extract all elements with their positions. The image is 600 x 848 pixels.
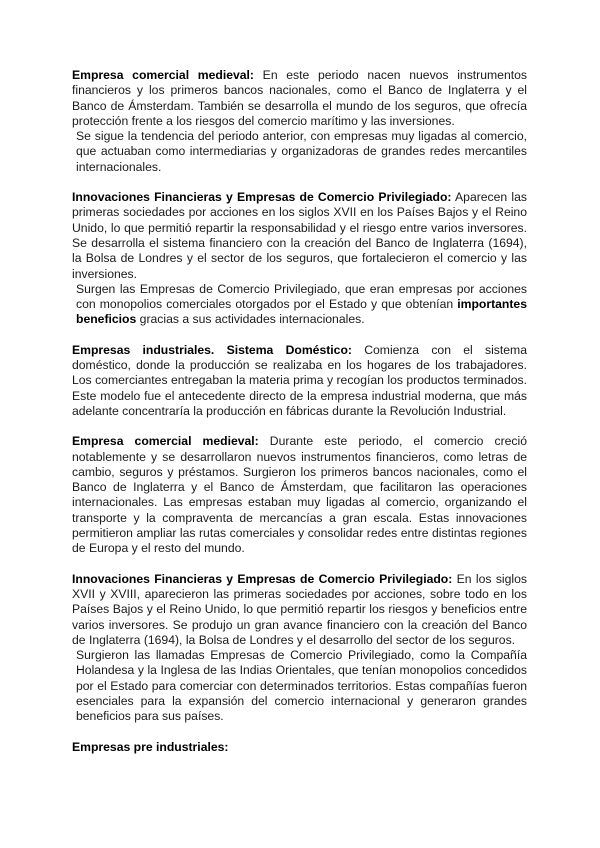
- section-heading: Innovaciones Financieras y Empresas de Comercio Privilegiado:: [72, 571, 453, 586]
- section-text: Surgen las Empresas de Comercio Privilegiado, que eran empresas por acciones con monopolios comerciales otorgados por el Estado y que obtenían: [76, 281, 527, 312]
- section-empresa-comercial-medieval-1: [72, 68, 527, 175]
- section-heading: Empresa comercial medieval:: [72, 434, 259, 449]
- document-body: [72, 68, 527, 755]
- section-paragraph: [72, 572, 527, 648]
- section-text: En este periodo nacen nuevos instrumentos financieros y los primeros bancos nacionales, como el Banco de Inglaterra y el Banco de Ámsterdam. También se desarrolla el mundo de los seguros, que ofrecía protección frente a los riesgos del comercio marítimo y las inversiones.: [72, 68, 527, 128]
- section-text: Durante este periodo, el comercio creció notablemente y se desarrollaron nuevos instrumentos financieros, como letras de cambio, seguros y préstamos. Surgieron los primeros bancos nacionales, como el Banco de Inglaterra y el Banco de Ámsterdam, que facilitaron las operaciones internacionales. Las empresas estaban muy ligadas al comercio, organizando el transporte y la compraventa de mercancías a gran escala. Estas innovaciones permitieron ampliar las rutas comerciales y consolidar redes entre distintas regiones de Europa y el resto del mundo.: [72, 434, 527, 556]
- section-text: gracias a sus actividades internacionales.: [136, 312, 365, 327]
- section-paragraph: [72, 434, 527, 556]
- section-paragraph: [72, 282, 527, 328]
- section-paragraph: [72, 190, 527, 282]
- section-text: Aparecen las primeras sociedades por acciones en los siglos XVII en los Países Bajos y el Reino Unido, lo que permitió repartir la responsabilidad y el riesgo entre varios inversores. Se desarrolla el sistema financiero con la creación del Banco de Inglaterra (1694), la Bolsa de Londres y el sector de los seguros, que fortalecieron el comercio y las inversiones.: [72, 190, 527, 281]
- section-text: Surgieron las llamadas Empresas de Comercio Privilegiado, como la Compañía Holandesa y la Inglesa de las Indias Orientales, que tenían monopolios concedidos por el Estado para comerciar con determinados territorios. Estas compañías fueron esenciales para la expansión del comercio internacional y generaron grandes beneficios para sus países.: [76, 648, 527, 724]
- section-paragraph: [72, 129, 527, 175]
- section-heading: Empresa comercial medieval:: [72, 68, 254, 82]
- section-text: En los siglos XVII y XVIII, aparecieron las primeras sociedades por acciones, sobre todo en los Países Bajos y el Reino Unido, lo que permitió repartir los riesgos y beneficios entre varios inversores. Se produjo un gran avance financiero con la creación del Banco de Inglaterra (1694), la Bolsa de Londres y el desarrollo del sector de los seguros.: [72, 571, 527, 647]
- section-heading: Innovaciones Financieras y Empresas de Comercio Privilegiado:: [72, 190, 452, 205]
- section-paragraph: [72, 648, 527, 724]
- section-text: Comienza con el sistema doméstico, donde la producción se realizaba en los hogares de los trabajadores. Los comerciantes entregaban la materia prima y recogían los productos terminados. Este modelo fue el antecedente directo de la empresa industrial moderna, que más adelante concentraría la producción en fábricas durante la Revolución Industrial.: [72, 342, 527, 418]
- section-innovaciones-financieras-2: [72, 572, 527, 725]
- section-heading: Empresas industriales. Sistema Doméstico:: [72, 342, 352, 357]
- section-empresas-industriales: [72, 343, 527, 419]
- section-empresas-pre-industriales: [72, 740, 527, 755]
- emphasis-text: importantes beneficios: [76, 297, 527, 327]
- section-innovaciones-financieras-1: [72, 190, 527, 328]
- section-empresa-comercial-medieval-2: [72, 434, 527, 556]
- section-paragraph: [72, 68, 527, 129]
- section-heading: Empresas pre industriales:: [72, 739, 229, 754]
- section-text: Se sigue la tendencia del periodo anterior, con empresas muy ligadas al comercio, que actuaban como intermediarias y organizadoras de grandes redes mercantiles internacionales.: [76, 129, 527, 174]
- section-paragraph: [72, 343, 527, 419]
